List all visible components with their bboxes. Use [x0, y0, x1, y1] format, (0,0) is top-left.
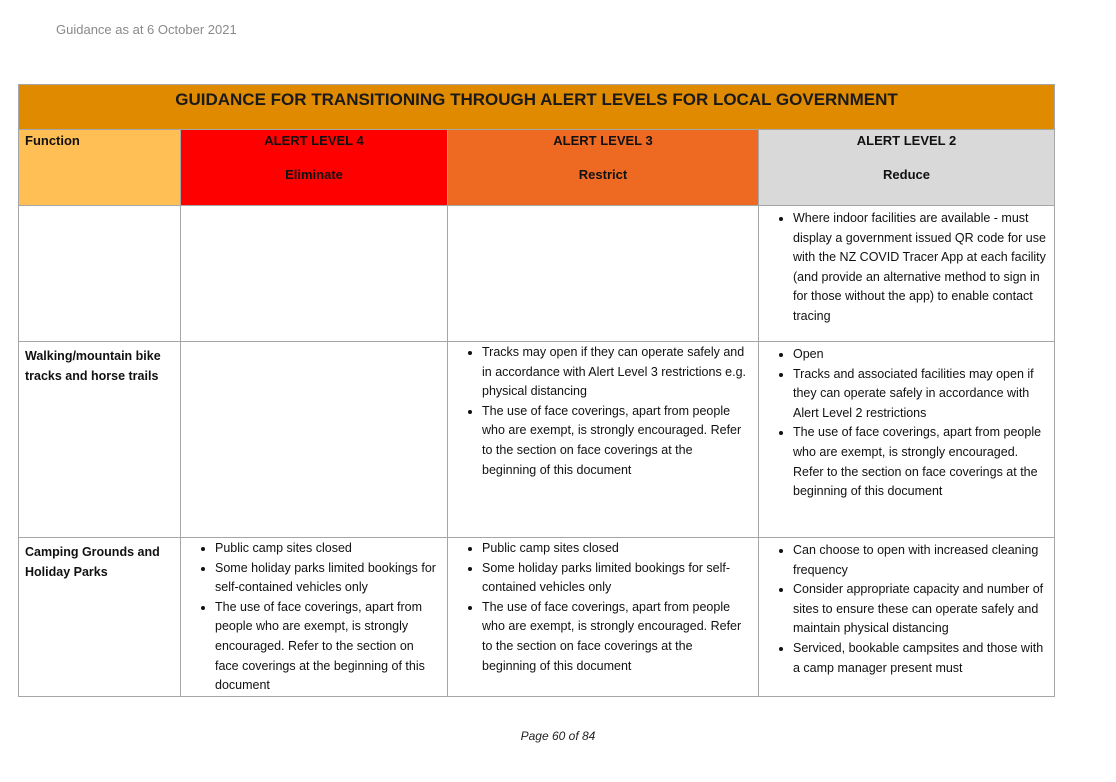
table-row — [19, 538, 1055, 697]
alert-level-3-cell — [448, 538, 759, 697]
table-row — [19, 206, 1055, 342]
alert-level-4-cell — [181, 342, 448, 538]
function-cell: Walking/mountain bike tracks and horse trails — [19, 342, 181, 538]
alert-level-3-subtitle: Restrict — [578, 167, 628, 182]
function-cell: Camping Grounds and Holiday Parks — [19, 538, 181, 697]
alert-level-4-cell — [181, 206, 448, 342]
list-item: • The use of face coverings, apart from people who are exempt, is strongly encouraged. Refer to the section on face coverings at the beginning of this document — [215, 598, 439, 696]
document-header: Guidance as at 6 October 2021 — [56, 22, 237, 37]
list-item: • Consider appropriate capacity and number of sites to ensure these can operate safely and maintain physical distancing — [793, 580, 1046, 639]
alert-level-4-cell — [181, 538, 448, 697]
alert-level-3-cell — [448, 206, 759, 342]
page-number: Page 60 of 84 — [520, 729, 596, 743]
header-alert-level-2 — [759, 130, 1055, 206]
list-item: • Tracks may open if they can operate safely and in accordance with Alert Level 3 restrictions e.g. physical distancing — [482, 343, 750, 402]
list-item: • Public camp sites closed — [482, 539, 750, 559]
list-item: • Can choose to open with increased cleaning frequency — [793, 541, 1046, 580]
function-cell — [19, 206, 181, 342]
table-row — [19, 342, 1055, 538]
header-alert-level-3 — [448, 130, 759, 206]
list-item: • Tracks and associated facilities may open if they can operate safely in accordance with Alert Level 2 restrictions — [793, 365, 1046, 424]
header-function: Function — [19, 130, 181, 206]
alert-level-2-cell — [759, 206, 1055, 342]
list-item: • Public camp sites closed — [215, 539, 439, 559]
list-item: • Some holiday parks limited bookings for self-contained vehicles only — [215, 559, 439, 598]
list-item: • Open — [793, 345, 1046, 365]
alert-level-3-label: ALERT LEVEL 3 — [553, 133, 653, 148]
list-item: • The use of face coverings, apart from people who are exempt, is strongly encouraged. Refer to the section on face coverings at the beginning of this document — [482, 402, 750, 480]
alert-level-2-cell — [759, 342, 1055, 538]
alert-level-3-cell — [448, 342, 759, 538]
table-title: GUIDANCE FOR TRANSITIONING THROUGH ALERT LEVELS FOR LOCAL GOVERNMENT — [19, 85, 1055, 130]
list-item: • Some holiday parks limited bookings for self-contained vehicles only — [482, 559, 750, 598]
alert-level-2-cell — [759, 538, 1055, 697]
guidance-table — [18, 84, 1055, 697]
alert-level-2-subtitle: Reduce — [883, 167, 930, 182]
alert-level-4-label: ALERT LEVEL 4 — [264, 133, 364, 148]
list-item: • Serviced, bookable campsites and those with a camp manager present must — [793, 639, 1046, 678]
list-item: • Where indoor facilities are available - must display a government issued QR code for use with the NZ COVID Tracer App at each facility (and provide an alternative method to sign in for those without the app) to enable contact tracing — [793, 209, 1046, 327]
alert-level-2-label: ALERT LEVEL 2 — [856, 133, 957, 148]
alert-level-4-subtitle: Eliminate — [285, 167, 343, 182]
list-item: • The use of face coverings, apart from people who are exempt, is strongly encouraged. Refer to the section on face coverings at the beginning of this document — [793, 423, 1046, 501]
list-item: • The use of face coverings, apart from people who are exempt, is strongly encouraged. Refer to the section on face coverings at the beginning of this document — [482, 598, 750, 676]
header-alert-level-4 — [181, 130, 448, 206]
